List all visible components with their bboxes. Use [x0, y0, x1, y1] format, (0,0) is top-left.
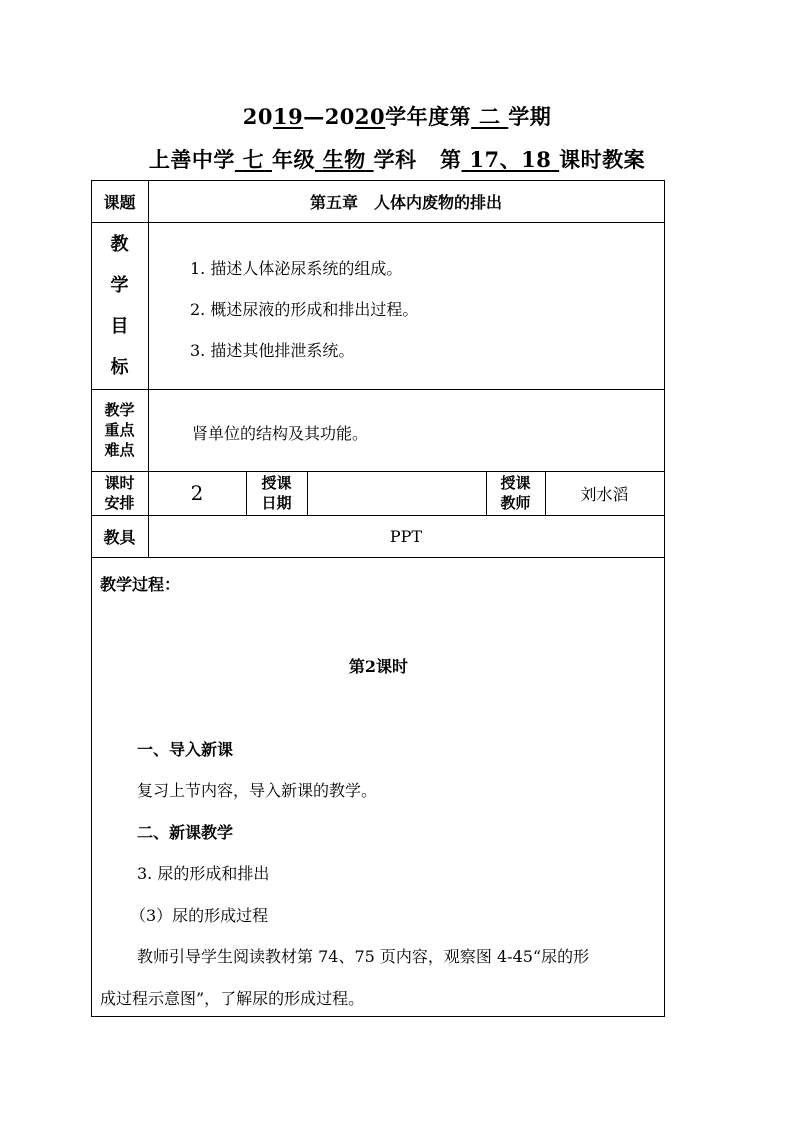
- teacher-value: 刘水滔: [580, 484, 629, 504]
- grade-value: 七: [242, 147, 265, 172]
- year-start-suffix: 19: [272, 104, 304, 129]
- table-border-right: [664, 180, 665, 1017]
- topic-value: 第五章 人体内废物的排出: [309, 192, 502, 212]
- keypoints-label: [91, 389, 148, 471]
- lesson-prefix: 第: [440, 147, 462, 172]
- keypoints-label-line: 难点: [104, 441, 135, 459]
- goals-label: [91, 222, 148, 389]
- lesson-plan-title: [0, 144, 794, 174]
- lesson-numbers: 17、18: [469, 147, 552, 172]
- subject-label: 学科: [373, 147, 417, 172]
- row-divider: [91, 222, 665, 223]
- section-heading: 一、导入新课: [137, 740, 234, 759]
- tools-label: 教具: [103, 527, 136, 547]
- teacher-label-line: 授课: [500, 474, 531, 492]
- date-label-line: 日期: [261, 494, 292, 512]
- year-start-prefix: 20: [242, 104, 273, 129]
- teacher-label-line: 教师: [500, 494, 531, 512]
- section-heading: 二、新课教学: [137, 823, 234, 842]
- semester-number: 二: [478, 104, 501, 129]
- hours-label: [91, 471, 148, 515]
- row-divider: [91, 389, 665, 390]
- teacher-label: [486, 471, 545, 515]
- date-value: [307, 471, 486, 515]
- table-border-bottom: [91, 1016, 665, 1017]
- semester-title: [0, 101, 794, 131]
- topic-label: 课题: [103, 192, 136, 212]
- goal-item: 3. 描述其他排泄系统。: [190, 341, 355, 360]
- lesson-heading: 第2课时: [348, 657, 409, 676]
- goals-label-char: 目: [110, 315, 129, 337]
- section-text: 复习上节内容，导入新课的教学。: [137, 781, 378, 800]
- keypoints-label-line: 教学: [104, 401, 135, 419]
- paragraph-line: 教师引导学生阅读教材第 74、75 页内容，观察图 4-45“尿的形: [137, 947, 590, 966]
- hours-label-line: 安排: [104, 494, 135, 512]
- item-heading: 3. 尿的形成和排出: [137, 864, 270, 883]
- goal-item: 2. 概述尿液的形成和排出过程。: [190, 300, 419, 319]
- paragraph-line: 成过程示意图”，了解尿的形成过程。: [100, 989, 365, 1008]
- process-label: 教学过程：: [100, 575, 181, 594]
- semester-label: 学期: [508, 104, 552, 129]
- goal-item: 1. 描述人体泌尿系统的组成。: [190, 259, 403, 278]
- goals-label-char: 学: [110, 274, 129, 296]
- subject-value: 生物: [322, 147, 366, 172]
- hours-label-line: 课时: [104, 474, 135, 492]
- goals-label-char: 标: [110, 356, 129, 378]
- year-end-suffix: 20: [354, 104, 386, 129]
- year-end-prefix: —20: [303, 104, 355, 129]
- date-label: [246, 471, 307, 515]
- school-name: 上善中学: [148, 147, 235, 172]
- hours-value: 2: [190, 481, 204, 505]
- goals-label-char: 教: [110, 233, 129, 255]
- grade-label: 年级: [271, 147, 315, 172]
- date-label-line: 授课: [261, 474, 292, 492]
- subitem-heading: （3）尿的形成过程: [130, 906, 269, 925]
- keypoints-value: 肾单位的结构及其功能。: [192, 424, 369, 443]
- tools-value: PPT: [389, 526, 423, 546]
- academic-year-label: 学年度第: [385, 104, 472, 129]
- lesson-suffix: 课时教案: [559, 147, 646, 172]
- keypoints-label-line: 重点: [104, 421, 135, 439]
- row-divider: [91, 557, 665, 558]
